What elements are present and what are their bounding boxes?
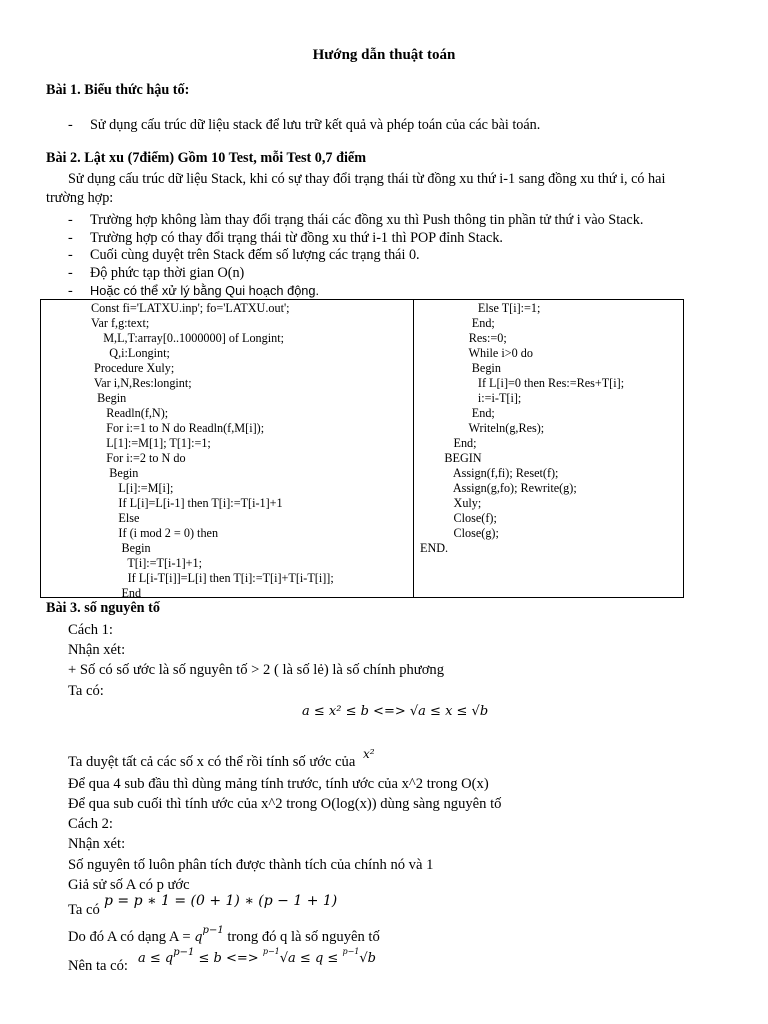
code-line: Var f,g:text; bbox=[91, 316, 150, 330]
code-line: Writeln(g,Res); bbox=[420, 421, 545, 435]
section1-bullet-text: Sử dụng cấu trúc dữ liệu stack để lưu trữ kết quả và phép toán của các bài toán. bbox=[90, 117, 541, 133]
taco1-label: Ta có: bbox=[68, 683, 104, 699]
nenta-label: Nên ta có: bbox=[68, 958, 128, 974]
code-line: End; bbox=[420, 316, 495, 330]
page-title: Hướng dẫn thuật toán bbox=[312, 47, 456, 63]
code-line: For i:=1 to N do Readln(f,M[i]); bbox=[91, 421, 265, 435]
formula-p-product: p = p ∗ 1 = (0 + 1) ∗ (p − 1 + 1) bbox=[104, 893, 338, 909]
section2-bullet-text: Trường hợp có thay đổi trạng thái từ đồng xu thứ i-1 thì POP đỉnh Stack. bbox=[90, 230, 503, 246]
line-duyet bbox=[68, 747, 375, 771]
code-line: Begin bbox=[420, 361, 501, 375]
root-index-2: p−1 bbox=[342, 947, 360, 956]
line-4sub: Để qua 4 sub đầu thì dùng mảng tính trước, tính ước của x^2 trong O(x) bbox=[68, 776, 489, 792]
taco2-label: Ta có bbox=[68, 902, 100, 918]
doda-q: q bbox=[194, 930, 203, 945]
cach1-label: Cách 1: bbox=[68, 622, 113, 638]
section2-bullet-text: Độ phức tạp thời gian O(n) bbox=[90, 265, 245, 281]
code-line: Q,i:Longint; bbox=[91, 346, 170, 360]
section3-heading: Bài 3. số nguyên tố bbox=[46, 600, 160, 616]
observation1: + Số có số ước là số nguyên tố > 2 ( là số lẻ) là số chính phương bbox=[68, 662, 445, 678]
formula3-r2: √b bbox=[359, 951, 376, 966]
code-line: If L[i]=0 then Res:=Res+T[i]; bbox=[420, 376, 625, 390]
code-line: For i:=2 to N do bbox=[91, 451, 186, 465]
code-line: If L[i]=L[i-1] then T[i]:=T[i-1]+1 bbox=[91, 496, 283, 510]
gia-su-line: Giả sử số A có p ước bbox=[68, 877, 190, 893]
code-line: L[1]:=M[1]; T[1]:=1; bbox=[91, 436, 211, 450]
code-table-divider bbox=[413, 300, 414, 597]
code-line: Begin bbox=[91, 466, 139, 480]
line-duyet-text: Ta duyệt tất cả các số x có thể rồi tính số ước của bbox=[68, 754, 356, 770]
doda-post: trong đó q là số nguyên tố bbox=[227, 929, 380, 945]
root-index-1: p−1 bbox=[262, 947, 280, 956]
line-subcuoi: Để qua sub cuối thì tính ước của x^2 trong O(log(x)) dùng sàng nguyên tố bbox=[68, 796, 502, 812]
nhanxet2-label: Nhận xét: bbox=[68, 836, 126, 852]
code-table bbox=[40, 299, 684, 598]
formula-sqrt-range: a ≤ x² ≤ b <=> √a ≤ x ≤ √b bbox=[302, 704, 489, 719]
code-line: If (i mod 2 = 0) then bbox=[91, 526, 219, 540]
code-line: End bbox=[91, 586, 142, 600]
code-line: M,L,T:array[0..1000000] of Longint; bbox=[91, 331, 284, 345]
code-line: T[i]:=T[i-1]+1; bbox=[91, 556, 203, 570]
code-line: Close(g); bbox=[420, 526, 499, 540]
document-page: Hướng dẫn thuật toán Bài 1. Biểu thức hậu tố: - Sử dụng cấu trúc dữ liệu stack để lưu trữ kết quả và phép toán của các bài toán. Bài 2. Lật xu (7điểm) Gồm 10 Test, mỗi Test 0,7 điểm Sử dụng cấu trúc dữ liệu Stack, khi có sự thay đổi trạng thái từ đồng xu thứ i-1 sang đồng xu thứ i, có hai trường hợp: - Trường hợp không làm thay đổi trạng thái các đồng xu thì Push thông tin phần tử thứ i vào Stack. - Trường hợp có thay đổi trạng thái từ đồng xu thứ i-1 thì POP đỉnh Stack. - Cuối cùng duyệt trên Stack đếm số lượng các trạng thái 0. - Độ phức tạp thời gian O(n) - Hoặc có thể xử lý bằng Qui hoạch động. Const fi='LATXU.inp'; fo='LATXU.out'; Var f,g:text; M,L,T:array[0..1000000] of Longint; Q,i:Longint; Procedure Xuly; Var i,N,Res:longint; Begin Readln(f,N); For i:=1 to N do Readln(f,M[i]); L[1]:=M[1]; T[1]:=1; For i:=2 to N do Begin L[i]:=M[i]; If L[i]=L[i-1] then T[i]:=T[i-1]+1 Else If (i mod 2 = 0) then Begin T[i]:=T[i-1]+1; If L[i-T[i]]=L[i] then T[i]:=T[i]+T[i-T[i]]; End Else T[i]:=1; End; Res:=0; While i>0 do Begin If L[i]=0 then Res:=Res+T[i]; i:=i-T[i]; End; Writeln(g,Res); End; BEGIN Assign(f,fi); Reset(f); Assign(g,fo); Rewrite(g); Xuly; Close(f); Close(g); END. Bài 3. số nguyên tố Cách 1: Nhận xét: + Số có số ước là số nguyên tố > 2 ( là số lẻ) là số chính phương Ta có: a ≤ x² ≤ b <=> √a ≤ x ≤ √b Ta duyệt tất cả các số x có thể rồi tính số ước của $^{x^2}$ Để qua 4 sub đầu thì dùng mảng tính trước, tính ước của x^2 trong O(x) Để qua sub cuối thì tính ước của x^2 trong O(log(x)) dùng sàng nguyên tố Cách 2: Nhận xét: Số nguyên tố luôn phân tích được thành tích của chính nó và 1 Giả sử số A có p ước Ta có p = p ∗ 1 = (0 + 1) ∗ (p − 1 + 1) Do đó A có dạng $A = q^{p-1}$ trong đó q là số nguyên tố Nên ta có: $a \le q^{p-1} \le b$ <=> $^{p-1}$√a ≤ q ≤ $^{p-1}$√b bbox=[0, 0, 768, 1024]
formula3-r1: √a ≤ q ≤ bbox=[279, 951, 339, 966]
code-line: If L[i-T[i]]=L[i] then T[i]:=T[i]+T[i-T[i]]; bbox=[91, 571, 334, 585]
formula-root-range bbox=[138, 947, 376, 966]
section2-para-line2: trường hợp: bbox=[46, 190, 114, 206]
code-line: Assign(g,fo); Rewrite(g); bbox=[420, 481, 577, 495]
doda-line bbox=[68, 925, 380, 948]
section2-bullet-text: Cuối cùng duyệt trên Stack đếm số lượng các trạng thái 0. bbox=[90, 247, 420, 263]
doda-pre: Do đó A có dạng A = bbox=[68, 929, 191, 945]
line-duyet-math: x² bbox=[362, 747, 375, 761]
code-line: While i>0 do bbox=[420, 346, 533, 360]
formula3-left: a ≤ q bbox=[138, 951, 174, 966]
nhanxet1-label: Nhận xét: bbox=[68, 642, 126, 658]
code-line: Procedure Xuly; bbox=[91, 361, 175, 375]
code-line: Else T[i]:=1; bbox=[420, 301, 541, 315]
code-line: END. bbox=[420, 541, 449, 555]
section2-para-line1: Sử dụng cấu trúc dữ liệu Stack, khi có sự thay đổi trạng thái từ đồng xu thứ i-1 sang đồng xu thứ i, có hai bbox=[68, 171, 666, 187]
code-line: Res:=0; bbox=[420, 331, 507, 345]
code-line: Else bbox=[91, 511, 140, 525]
code-line: Assign(f,fi); Reset(f); bbox=[420, 466, 559, 480]
code-line: End; bbox=[420, 406, 495, 420]
code-line: Close(f); bbox=[420, 511, 497, 525]
code-line: Xuly; bbox=[420, 496, 482, 510]
formula3-mid: ≤ b <=> bbox=[198, 951, 259, 966]
code-right-column bbox=[420, 301, 624, 556]
doda-exp: p−1 bbox=[202, 925, 224, 936]
code-line: Begin bbox=[91, 391, 127, 405]
code-line: End; bbox=[420, 436, 477, 450]
code-line: Var i,N,Res:longint; bbox=[91, 376, 192, 390]
section2-heading: Bài 2. Lật xu (7điểm) Gồm 10 Test, mỗi Test 0,7 điểm bbox=[46, 150, 367, 166]
code-line: BEGIN bbox=[420, 451, 482, 465]
observation2: Số nguyên tố luôn phân tích được thành tích của chính nó và 1 bbox=[68, 857, 434, 873]
code-line: Const fi='LATXU.inp'; fo='LATXU.out'; bbox=[91, 301, 290, 315]
code-line: Begin bbox=[91, 541, 151, 555]
section2-bullet-text: Hoặc có thể xử lý bằng Qui hoạch động. bbox=[90, 283, 320, 298]
section2-bullet-text: Trường hợp không làm thay đổi trạng thái các đồng xu thì Push thông tin phần tử thứ i vào Stack. bbox=[90, 212, 644, 228]
code-left-column bbox=[91, 301, 334, 601]
section1-heading: Bài 1. Biểu thức hậu tố: bbox=[46, 82, 190, 98]
code-line: i:=i-T[i]; bbox=[420, 391, 522, 405]
formula3-exp: p−1 bbox=[173, 947, 195, 958]
code-line: L[i]:=M[i]; bbox=[91, 481, 174, 495]
cach2-label: Cách 2: bbox=[68, 816, 113, 832]
code-line: Readln(f,N); bbox=[91, 406, 169, 420]
